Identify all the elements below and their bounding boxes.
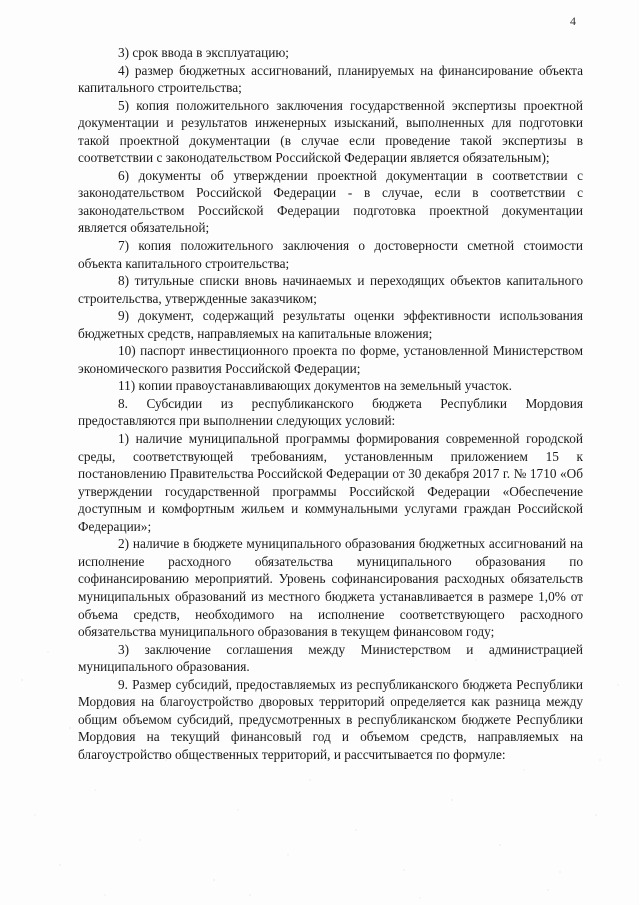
document-body — [78, 44, 583, 763]
section-8-intro: 8. Субсидии из республиканского бюджета Республики Мордовия предоставляются при выполнении следующих условий: — [78, 395, 583, 429]
page-number: 4 — [570, 14, 576, 28]
paragraph-item-10: 10) паспорт инвестиционного проекта по форме, установленной Министерством экономического развития Российской Федерации; — [78, 343, 583, 376]
paragraph-item-3: 3) срок ввода в эксплуатацию; — [118, 45, 289, 60]
condition-item-3: 3) заключение соглашения между Министерством и администрацией муниципального образования. — [78, 641, 583, 675]
condition-item-1: 1) наличие муниципальной программы формирования современной городской среды, соответствующей требованиям, установленным приложением 15 к постановлению Правительства Российской Федерации от 30 декабря 2017 г. № 1710 «Об утверждении государственной программы Российской Федерации «Обеспечение доступным и комфортным жильем и коммунальными услугами граждан Российской Федерации»; — [78, 431, 583, 534]
paragraph-item-8: 8) титульные списки вновь начинаемых и переходящих объектов капитального строительства, утвержденные заказчиком; — [78, 273, 583, 306]
paragraph-item-4: 4) размер бюджетных ассигнований, планируемых на финансирование объекта капитального строительства; — [78, 62, 583, 96]
paragraph-item-7: 7) копия положительного заключения о достоверности сметной стоимости объекта капитального строительства; — [78, 238, 583, 271]
paragraph-item-6: 6) документы об утверждении проектной документации в соответствии с законодательством Российской Федерации - в случае, если в соответствии с законодательством Российской Федерации подготовка проектной документации является обязательной; — [78, 167, 583, 236]
paragraph-item-9: 9) документ, содержащий результаты оценки эффективности использования бюджетных средств, направляемых на капитальные вложения; — [78, 308, 583, 341]
paragraph-item-11: 11) копии правоустанавливающих документов на земельный участок. — [118, 378, 512, 394]
condition-item-2: 2) наличие в бюджете муниципального образования бюджетных ассигнований на исполнение расходного обязательства муниципального образования по софинансированию мероприятий. Уровень софинансирования расходных обязательств муниципальных образований из местного бюджета устанавливается в размере 1,0% от объема средств, необходимого на исполнение соответствующего расходного обязательства муниципального образования в текущем финансовом году; — [78, 536, 583, 640]
section-9-text: 9. Размер субсидий, предоставляемых из республиканского бюджета Республики Мордовия на благоустройство дворовых территорий определяется как разница между общим объемом субсидий, предусмотренных в республиканском бюджете Республики Мордовия на текущий финансовый год и объемом средств, направляемых на благоустройство общественных территорий, и рассчитывается по формуле: — [78, 676, 583, 762]
paragraph-item-5: 5) копия положительного заключения государственной экспертизы проектной документации и результатов инженерных изысканий, выполненных для подготовки такой проектной документации (в случае если проведение такой экспертизы в соответствии с законодательством Российской Федерации является обязательным); — [78, 97, 583, 166]
